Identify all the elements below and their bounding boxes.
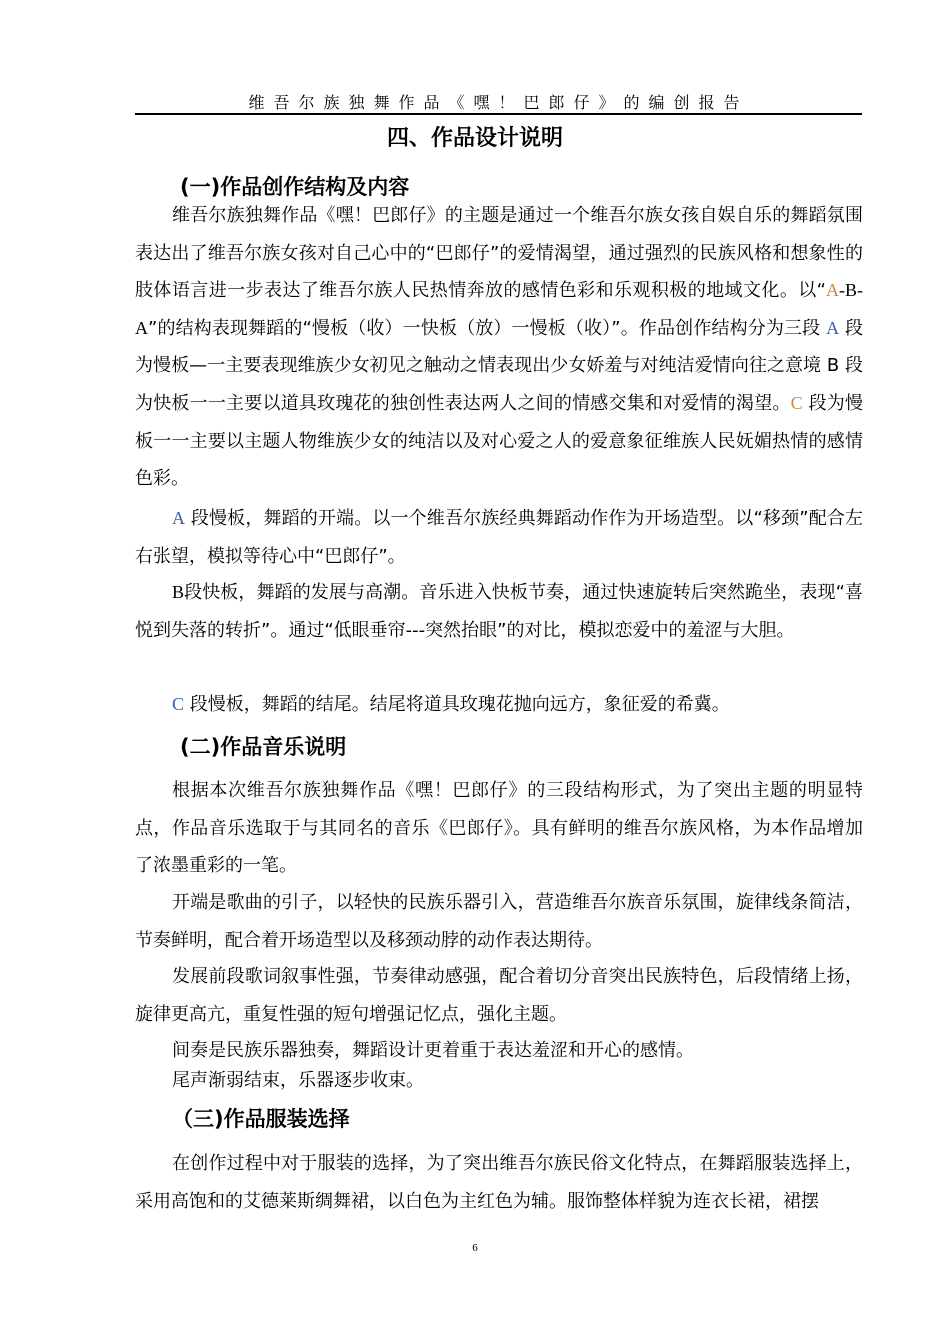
structure-intro-paragraph [135,197,863,498]
aba-a2: A [135,317,148,338]
aba-a1: A [826,280,839,301]
b-section-letter: B [172,582,185,602]
intro-text-1: 维吾尔族独舞作品《嘿！巴郎仔》的主题是通过一个维吾尔族女孩自娱自乐的舞蹈氛围表达出了维吾尔族女孩对自己心中的“巴郎仔”的爱情渴望，通过强烈的民族风格和想象性的肢体语言进一步表达了维吾尔族人民热情奔放的感情色彩和乐观积极的地域文化。以“ [135,205,863,302]
chapter-title: 四、作品设计说明 [386,126,563,151]
b-section-text: 段快板，舞蹈的发展与高潮。音乐进入快板节奏，通过快速旋转后突然跪坐，表现“喜悦到失落的转折”。通过“低眼垂帘---突然抬眼”的对比，模拟恋爱中的羞涩与大胆。 [135,582,863,641]
segment-a-letter: A [826,317,840,338]
c-section-letter: C [172,694,185,714]
segment-c-letter: C [790,392,803,413]
a-section-letter: A [172,508,185,528]
music-paragraph-1: 根据本次维吾尔族独舞作品《嘿！巴郎仔》的三段结构形式，为了突出主题的明显特点，作品音乐选取于与其同名的音乐《巴郎仔》。具有鲜明的维吾尔族风格，为本作品增加了浓墨重彩的一笔。 [135,780,863,877]
intro-text-3: 段为慢板—一主要表现维族少女初见之触动之情表现出少女娇羞与对纯洁爱情向往之意境 B 段为快板一一主要以道具玫瑰花的独创性表达两人之间的情感交集和对爱情的渴望。 [135,317,863,414]
header-rule [135,113,862,115]
costume-paragraph-1: 在创作过程中对于服装的选择，为了突出维吾尔族民俗文化特点，在舞蹈服装选择上，采用高饱和的艾德莱斯绸舞裙，以白色为主红色为辅。服饰整体样貌为连衣长裙，裙摆 [135,1153,863,1212]
section-heading-costume: （三)作品服装选择 [172,1107,350,1131]
running-header: 维吾尔族独舞作品《嘿！巴郎仔》的编创报告 [248,93,749,112]
c-section-paragraph [135,686,863,724]
a-section-paragraph [135,500,863,575]
c-section-text: 段慢板，舞蹈的结尾。结尾将道具玫瑰花抛向远方，象征爱的希冀。 [184,694,730,715]
page-number: 6 [472,1242,478,1254]
a-section-text: 段慢板，舞蹈的开端。以一个维吾尔族经典舞蹈动作作为开场造型。以“移颈”配合左右张望，模拟等待心中“巴郎仔”。 [135,508,863,567]
music-paragraph-4: 间奏是民族乐器独奏，舞蹈设计更着重于表达羞涩和开心的感情。 [172,1040,694,1061]
music-paragraph-3: 发展前段歌词叙事性强，节奏律动感强，配合着切分音突出民族特色，后段情绪上扬，旋律更高亢，重复性强的短句增强记忆点，强化主题。 [135,966,863,1025]
section-heading-music: (二)作品音乐说明 [180,735,347,759]
b-section-paragraph [135,574,863,649]
intro-text-4: 段为慢板一一主要以主题人物维族少女的纯洁以及对心爱之人的爱意象征维族人民妩媚热情的感情色彩。 [135,392,863,490]
aba-mid: -B- [839,280,863,301]
music-paragraph-2: 开端是歌曲的引子，以轻快的民族乐器引入，营造维吾尔族音乐氛围，旋律线条简洁，节奏鲜明，配合着开场造型以及移颈动脖的动作表达期待。 [135,892,863,951]
music-paragraph-5: 尾声渐弱结束，乐器逐步收束。 [172,1070,424,1091]
intro-text-2: ”的结构表现舞蹈的“慢板（收）一快板（放）一慢板（收）”。作品创作结构分为三段 [148,317,827,339]
section-heading-structure: (一)作品创作结构及内容 [180,175,410,199]
